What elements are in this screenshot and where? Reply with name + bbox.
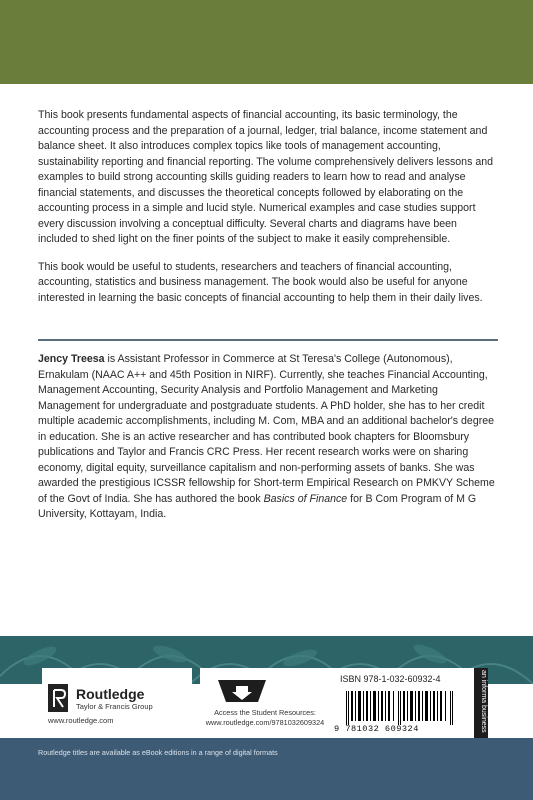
barcode	[340, 688, 462, 728]
informa-label: an informa business	[480, 670, 487, 733]
publisher-block	[42, 668, 192, 724]
support-line-1: Access the Student Resources:	[214, 708, 316, 717]
top-color-band	[0, 0, 533, 84]
publisher-name: Routledge	[76, 686, 145, 702]
ebook-note: Routledge titles are available as eBook editions in a range of digital formats	[38, 748, 278, 757]
blurb	[38, 108, 498, 318]
publisher-website[interactable]: www.routledge.com	[48, 716, 114, 725]
author-book-title: Basics of Finance	[263, 492, 348, 505]
support-material-block	[200, 668, 330, 738]
publisher-group: Taylor & Francis Group	[76, 702, 153, 711]
section-divider	[38, 339, 498, 341]
blurb-paragraph-1: This book presents fundamental aspects of financial accounting, its basic terminology, the accounting process and the preparation of a journal, ledger, trial balance, income statement and balance sheet. It also introduces complex topics like tools of management accounting, sustainability reporting and financial reporting. The volume comprehensively delivers lessons and examples to build strong accounting skills guiding readers to learn how to read and analyse financial statements, and discusses the theoretical concepts followed by elaborating on the accounting process in a simple and lucid style. Numerical examples and case studies support every discussion involving a conceptual difficulty. Several charts and diagrams have been included to shed light on the finer points of the subject to make it easily comprehensible.	[38, 109, 493, 245]
support-material-badge-icon	[214, 672, 270, 704]
isbn-barcode-number: 9 781032 609324	[334, 724, 419, 734]
author-bio-text: is Assistant Professor in Commerce at St Teresa's College (Autonomous), Ernakulam (NAAC A++ and 45th Position in NIRF). Currently, she teaches Financial Accounting, Management Accounting, Security Analysis and Portfolio Management and Marketing Management for undergraduate and postgraduate students. A PhD holder, she has to her credit multiple academic accomplishments, including M. Com, MBA and an additional bachelor's degree in education. She is an active researcher and has contributed book chapters for Bloomsbury publications and Taylor and Francis CRC Press. Her recent research works were on sharing economy, digital equity, surveillance capitalism and non-performing assets of banks. She was awarded the prestigious ICSSR fellowship for Short-term Empirical Research on PMKVY Scheme of the Govt of India. She has authored the book	[38, 353, 495, 505]
author-bio-text-end: for B Com Program of M G University, Kottayam, India.	[38, 492, 477, 520]
isbn-block	[330, 668, 474, 738]
routledge-logo-icon	[48, 684, 68, 712]
isbn-label: ISBN 978-1-032-60932-4	[340, 674, 441, 684]
author-name: Jency Treesa	[38, 353, 105, 365]
support-url[interactable]: www.routledge.com/9781032609324	[205, 718, 325, 727]
author-bio	[38, 352, 498, 523]
support-text	[200, 708, 330, 728]
blurb-paragraph-2: This book would be useful to students, researchers and teachers of financial accounting, accounting, statistics and business management. The book would also be useful for anyone interested in learning the basic concepts of financial accounting to help them in their daily lives.	[38, 260, 483, 304]
informa-strip	[474, 668, 488, 738]
